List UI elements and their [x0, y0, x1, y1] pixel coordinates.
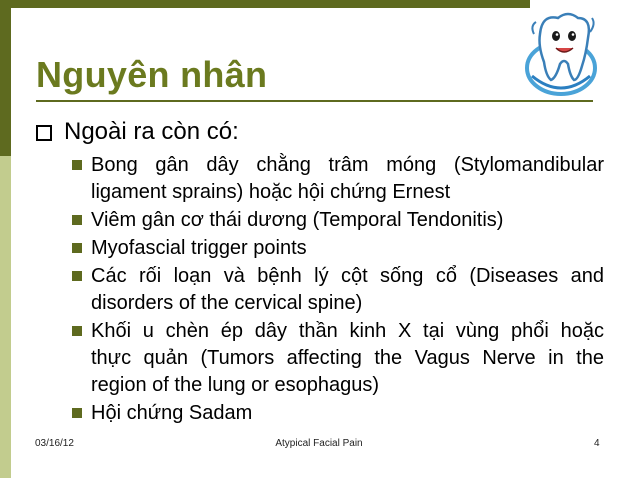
hollow-square-bullet-icon [36, 125, 52, 141]
list-item [72, 152, 604, 206]
tooth-mascot-icon [518, 6, 604, 100]
left-accent-bar-light [0, 156, 11, 478]
square-bullet-icon [72, 243, 82, 253]
list-item-text: thực quản (Tumors affecting the Vagus Nerve in the [91, 347, 604, 369]
list-item-text: disorders of the cervical spine) [91, 292, 363, 314]
square-bullet-icon [72, 326, 82, 336]
list-item-text: Bong gân dây chằng trâm móng (Stylomandibular [91, 154, 604, 176]
square-bullet-icon [72, 408, 82, 418]
title-divider [36, 100, 593, 102]
list-item [72, 400, 604, 427]
square-bullet-icon [72, 160, 82, 170]
list-item [72, 235, 604, 262]
slide-title: Nguyên nhân [36, 54, 268, 95]
bullet-list [72, 152, 604, 428]
list-item-text: Myofascial trigger points [91, 237, 307, 259]
list-item-text: region of the lung or esophagus) [91, 374, 379, 396]
footer-date: 03/16/12 [35, 438, 74, 449]
list-item-text: Các rối loạn và bệnh lý cột sống cổ (Diseases and [91, 265, 604, 287]
level1-text: Ngoài ra còn có: [64, 118, 239, 145]
footer-title: Atypical Facial Pain [275, 438, 363, 449]
list-item [72, 207, 604, 234]
square-bullet-icon [72, 215, 82, 225]
square-bullet-icon [72, 271, 82, 281]
list-item [72, 318, 604, 399]
left-accent-bar-dark [0, 0, 11, 156]
level1-item [36, 118, 239, 146]
list-item-text: ligament sprains) hoặc hội chứng Ernest [91, 181, 451, 203]
top-accent-bar [11, 0, 530, 8]
list-item [72, 263, 604, 317]
footer-page-number: 4 [594, 438, 600, 449]
list-item-text: Khối u chèn ép dây thần kinh X tại vùng phổi hoặc [91, 320, 604, 342]
list-item-text: Hội chứng Sadam [91, 402, 253, 424]
list-item-text: Viêm gân cơ thái dương (Temporal Tendonitis) [91, 209, 504, 231]
